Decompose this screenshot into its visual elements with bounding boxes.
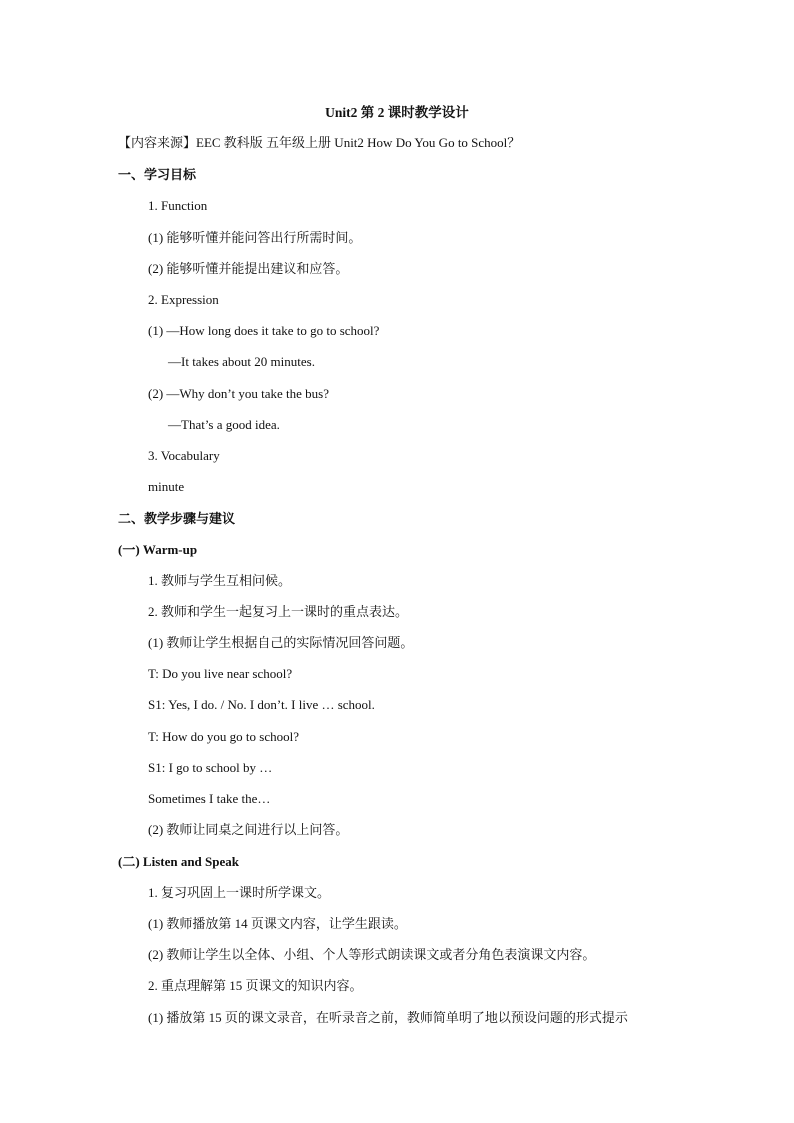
- expression-2-question: (2) —Why don’t you take the bus?: [148, 386, 329, 401]
- warmup-step-1: 1. 教师与学生互相问候。: [148, 573, 292, 588]
- vocabulary-word: minute: [148, 479, 185, 494]
- expression-1-question: (1) —How long does it take to go to school?: [148, 323, 380, 338]
- subheading-listen-speak: (二) Listen and Speak: [118, 854, 239, 869]
- section-heading-objectives: 一、学习目标: [118, 167, 197, 182]
- document-title: Unit2 第 2 课时教学设计: [325, 105, 469, 120]
- dialogue-student-1: S1: Yes, I do. / No. I don’t. I live … school.: [148, 697, 375, 712]
- objective-function-2: (2) 能够听懂并能提出建议和应答。: [148, 261, 349, 276]
- warmup-step-2: 2. 教师和学生一起复习上一课时的重点表达。: [148, 604, 409, 619]
- dialogue-student-2: S1: I go to school by …: [148, 760, 273, 775]
- warmup-step-2-1: (1) 教师让学生根据自己的实际情况回答问题。: [148, 635, 414, 650]
- expression-2-answer: —That’s a good idea.: [168, 417, 280, 432]
- content-source: 【内容来源】EEC 教科版 五年级上册 Unit2 How Do You Go to School？: [118, 135, 521, 150]
- listen-step-1-1: (1) 教师播放第 14 页课文内容，让学生跟读。: [148, 916, 407, 931]
- listen-step-1: 1. 复习巩固上一课时所学课文。: [148, 885, 331, 900]
- dialogue-student-3: Sometimes I take the…: [148, 791, 271, 806]
- objective-function-1: (1) 能够听懂并能问答出行所需时间。: [148, 230, 362, 245]
- objective-expression: 2. Expression: [148, 292, 219, 307]
- dialogue-teacher-2: T: How do you go to school?: [148, 729, 300, 744]
- listen-step-2-1: (1) 播放第 15 页的课文录音，在听录音之前，教师简单明了地以预设问题的形式提示: [148, 1010, 628, 1025]
- objective-vocabulary: 3. Vocabulary: [148, 448, 220, 463]
- listen-step-1-2: (2) 教师让学生以全体、小组、个人等形式朗读课文或者分角色表演课文内容。: [148, 947, 596, 962]
- listen-step-2: 2. 重点理解第 15 页课文的知识内容。: [148, 978, 363, 993]
- expression-1-answer: —It takes about 20 minutes.: [168, 354, 315, 369]
- section-heading-steps: 二、教学步骤与建议: [118, 511, 236, 526]
- warmup-step-2-2: (2) 教师让同桌之间进行以上问答。: [148, 822, 349, 837]
- subheading-warmup: (一) Warm-up: [118, 542, 198, 557]
- objective-function: 1. Function: [148, 198, 208, 213]
- dialogue-teacher-1: T: Do you live near school?: [148, 666, 293, 681]
